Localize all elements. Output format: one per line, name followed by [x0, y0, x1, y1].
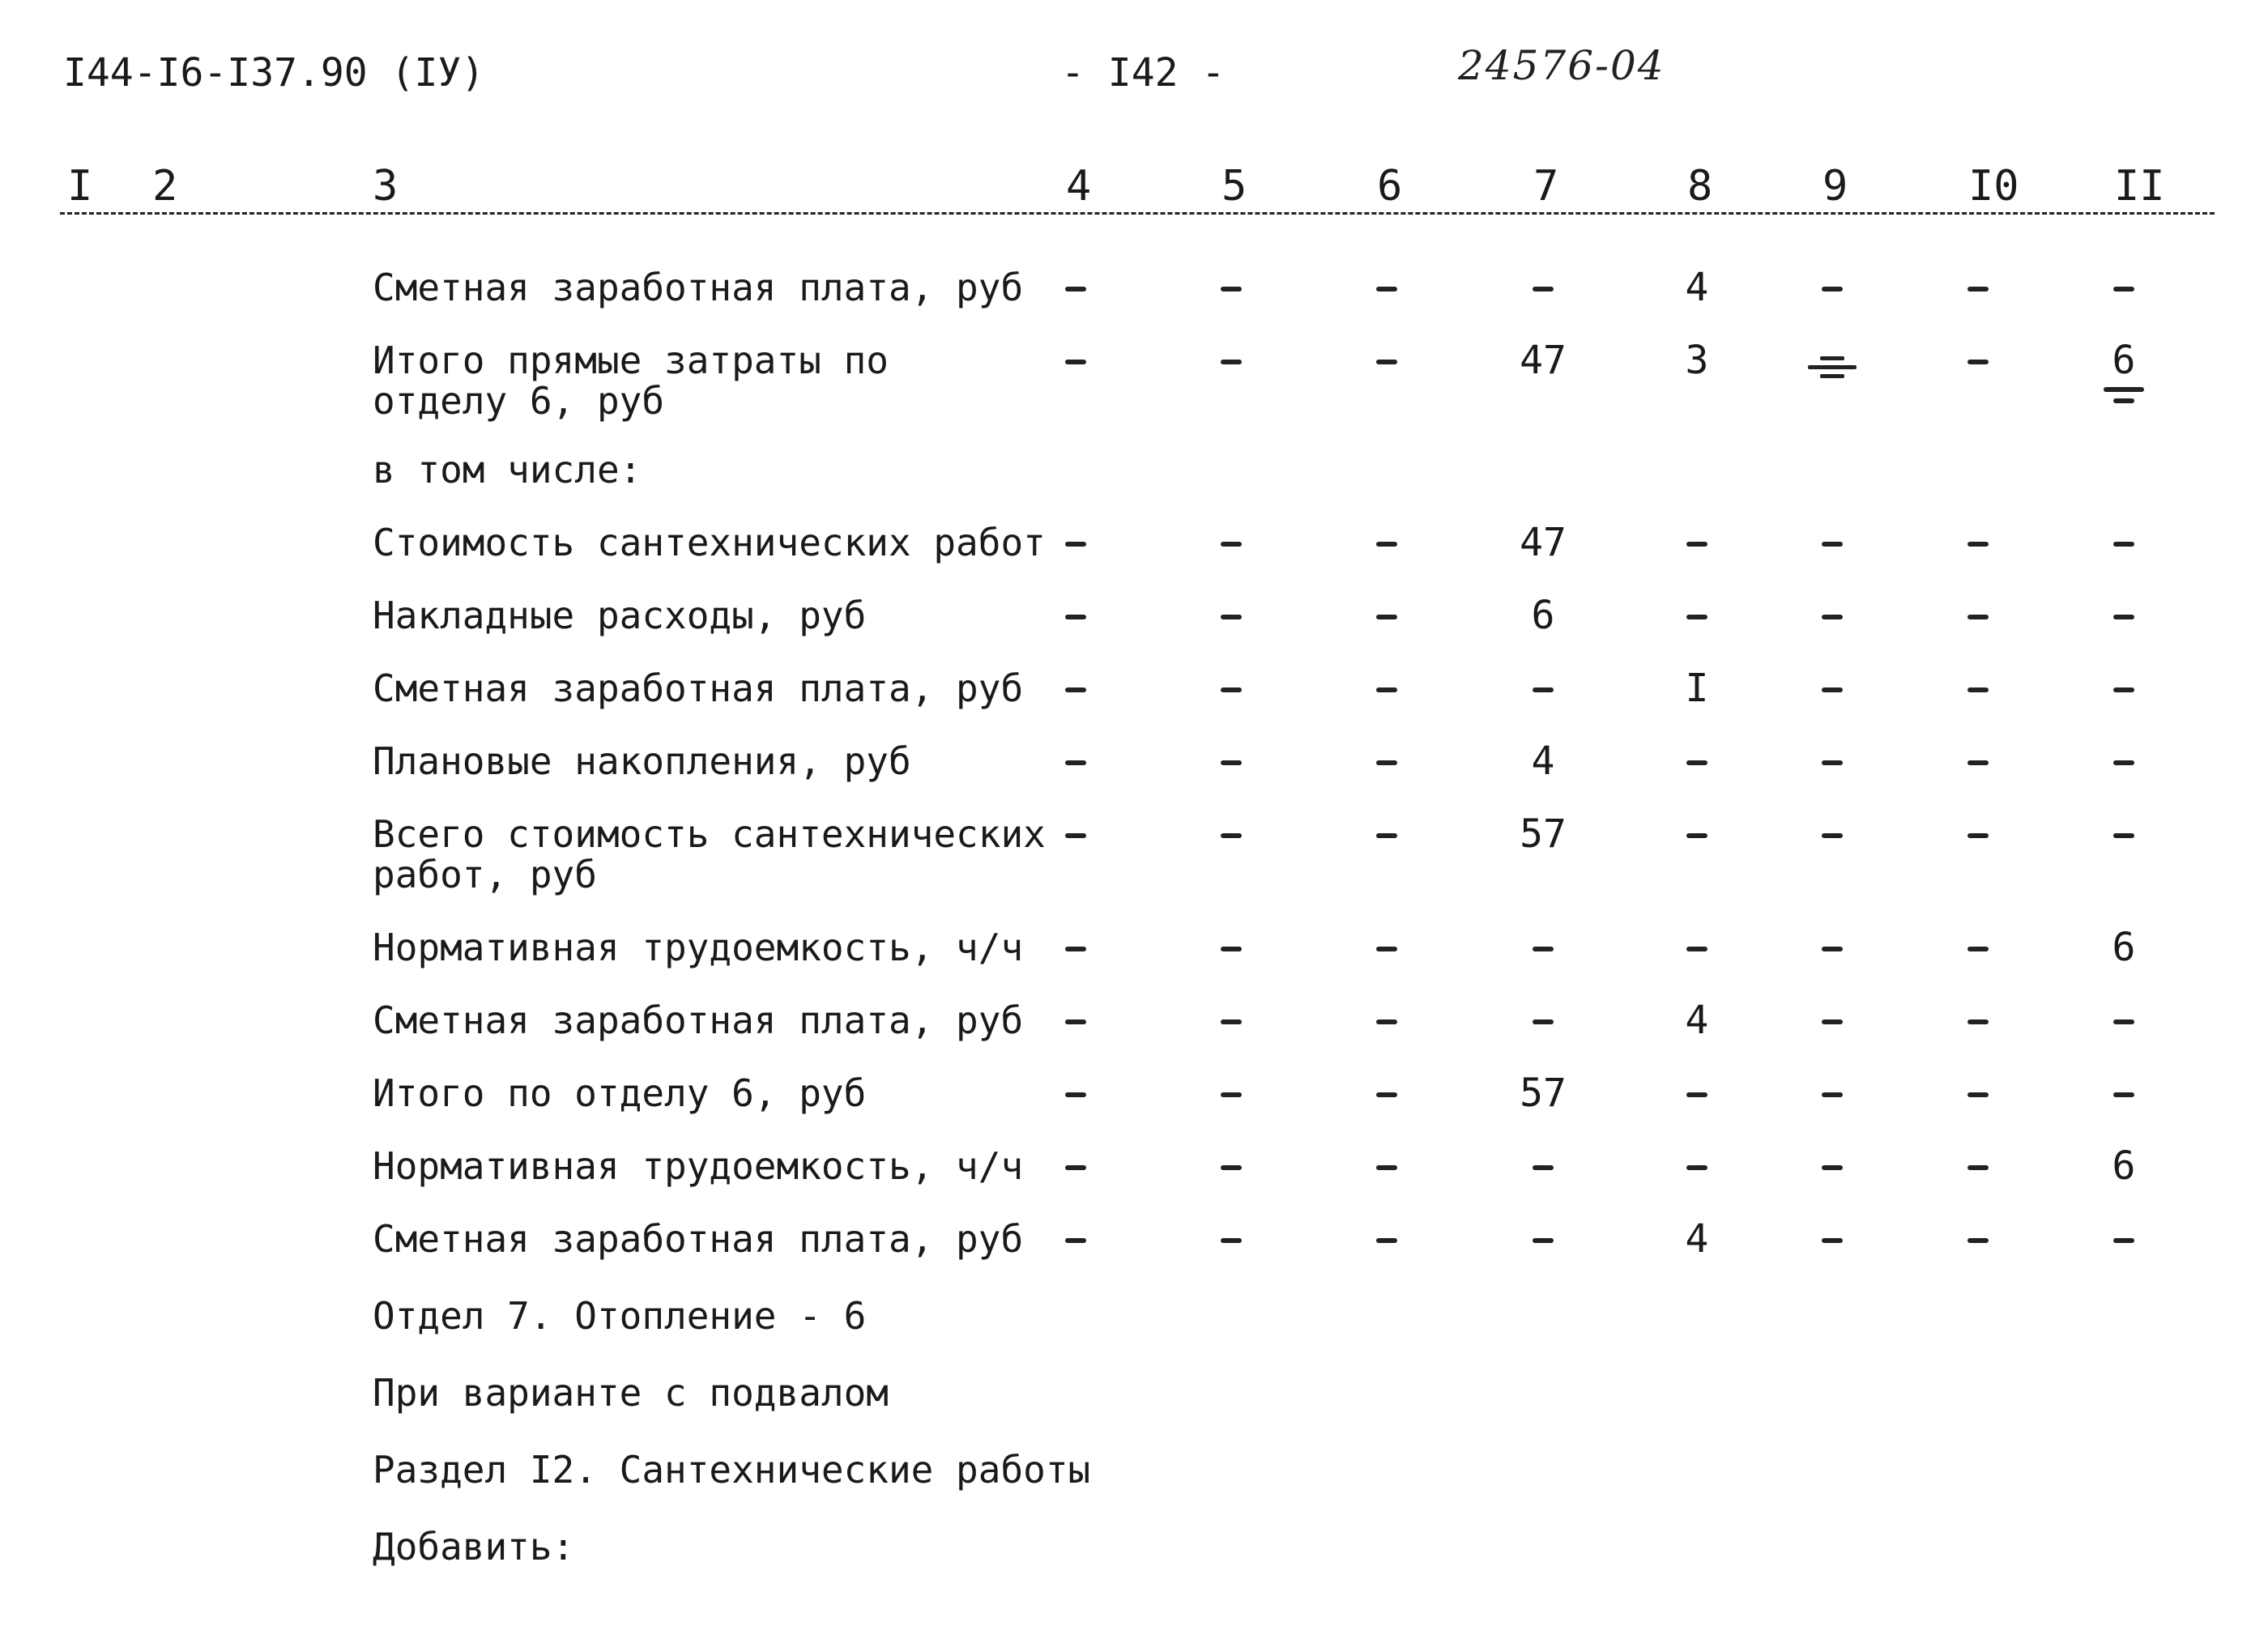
empty-value-dash: [1967, 287, 1989, 292]
empty-value-dash: [1221, 1165, 1242, 1170]
row-label: Накладные расходы, руб: [373, 594, 867, 637]
row-label: Всего стоимость сантехнических работ, руб: [373, 812, 1046, 896]
empty-value-dash: [1533, 1165, 1554, 1170]
empty-value-dash: [1533, 1238, 1554, 1243]
empty-value-dash: [1686, 1092, 1707, 1097]
empty-value-dash: [1967, 1019, 1989, 1024]
value-cell: 6: [2112, 925, 2136, 970]
table-row: [0, 522, 2268, 587]
value-cell: 47: [1520, 338, 1567, 383]
empty-value-dash: [1221, 833, 1242, 838]
empty-value-dash: [1967, 360, 1989, 364]
empty-value-dash: [1822, 833, 1843, 838]
row-label: Отдел 7. Отопление - 6: [373, 1294, 867, 1338]
row-label: Итого прямые затраты по отделу 6, руб: [373, 338, 889, 423]
row-label: Сметная заработная плата, руб: [373, 1217, 1024, 1261]
ditto-mark: [1808, 351, 1857, 383]
empty-value-dash: [1822, 687, 1843, 692]
empty-value-dash: [1221, 615, 1242, 619]
empty-value-dash: [1686, 1165, 1707, 1170]
empty-value-dash: [1533, 687, 1554, 692]
empty-value-dash: [1065, 360, 1086, 364]
table-row: [0, 1000, 2268, 1065]
row-label: Плановые накопления, руб: [373, 739, 911, 783]
value-cell: 6: [1531, 593, 1555, 638]
empty-value-dash: [1686, 542, 1707, 547]
table-row: [0, 741, 2268, 806]
row-label: Нормативная трудоемкость, ч/ч: [373, 1144, 1024, 1188]
empty-value-dash: [1065, 1165, 1086, 1170]
empty-value-dash: [1533, 947, 1554, 951]
empty-value-dash: [1376, 1092, 1397, 1097]
table-row: [0, 1143, 2268, 1211]
empty-value-dash: [1376, 360, 1397, 364]
empty-value-dash: [1065, 1019, 1086, 1024]
empty-value-dash: [2113, 615, 2134, 619]
empty-value-dash: [1686, 833, 1707, 838]
empty-value-dash: [1065, 287, 1086, 292]
empty-value-dash: [1822, 1165, 1843, 1170]
empty-value-dash: [1967, 615, 1989, 619]
row-label: При варианте с подвалом: [373, 1371, 889, 1415]
empty-value-dash: [2113, 1238, 2134, 1243]
empty-value-dash: [1221, 1238, 1242, 1243]
empty-value-dash: [1967, 833, 1989, 838]
value-cell: 3: [1685, 338, 1709, 383]
table-row: [0, 449, 2268, 514]
value-cell: 6: [2112, 1143, 2136, 1189]
table-row: [0, 1216, 2268, 1283]
table-row: [0, 267, 2268, 332]
empty-value-dash: [1376, 687, 1397, 692]
empty-value-dash: [1221, 287, 1242, 292]
empty-value-dash: [1967, 1238, 1989, 1243]
empty-value-dash: [2113, 687, 2134, 692]
empty-value-dash: [1221, 360, 1242, 364]
value-cell: 57: [1520, 1071, 1567, 1116]
table-row: [0, 1073, 2268, 1138]
empty-value-dash: [1967, 687, 1989, 692]
empty-value-dash: [1967, 760, 1989, 765]
underline-mark: [2113, 398, 2134, 403]
empty-value-dash: [1376, 615, 1397, 619]
empty-value-dash: [1065, 542, 1086, 547]
empty-value-dash: [1822, 287, 1843, 292]
empty-value-dash: [1221, 542, 1242, 547]
underline-mark: [2104, 387, 2144, 392]
column-number: 9: [1823, 162, 1848, 211]
empty-value-dash: [1376, 1238, 1397, 1243]
value-cell: 47: [1520, 520, 1567, 565]
empty-value-dash: [1376, 760, 1397, 765]
empty-value-dash: [1221, 760, 1242, 765]
row-label: Раздел I2. Сантехнические работы: [373, 1448, 1091, 1492]
empty-value-dash: [2113, 287, 2134, 292]
empty-value-dash: [1065, 1238, 1086, 1243]
column-number: 4: [1066, 162, 1092, 211]
empty-value-dash: [1533, 1019, 1554, 1024]
empty-value-dash: [1376, 542, 1397, 547]
empty-value-dash: [1376, 1019, 1397, 1024]
empty-value-dash: [1065, 615, 1086, 619]
value-cell: 4: [1685, 265, 1709, 310]
row-label: Добавить:: [373, 1525, 575, 1569]
row-label: в том числе:: [373, 448, 642, 492]
empty-value-dash: [1822, 760, 1843, 765]
column-number: 8: [1687, 162, 1713, 211]
empty-value-dash: [2113, 760, 2134, 765]
empty-value-dash: [1967, 1165, 1989, 1170]
page-number: - I42 -: [1061, 50, 1226, 96]
empty-value-dash: [1376, 1165, 1397, 1170]
empty-value-dash: [1822, 542, 1843, 547]
table-row: [0, 595, 2268, 660]
column-number: 7: [1533, 162, 1559, 211]
column-number: 3: [373, 162, 399, 211]
row-label: Сметная заработная плата, руб: [373, 998, 1024, 1042]
empty-value-dash: [1221, 1092, 1242, 1097]
empty-value-dash: [2113, 1019, 2134, 1024]
table-row: [0, 927, 2268, 992]
empty-value-dash: [2113, 1092, 2134, 1097]
empty-value-dash: [1967, 1092, 1989, 1097]
empty-value-dash: [1686, 615, 1707, 619]
column-number: 5: [1221, 162, 1247, 211]
empty-value-dash: [1376, 287, 1397, 292]
table-row: [0, 668, 2268, 733]
row-label: Нормативная трудоемкость, ч/ч: [373, 926, 1024, 969]
empty-value-dash: [1967, 542, 1989, 547]
column-number: 2: [152, 162, 178, 211]
value-cell: I: [1685, 666, 1709, 711]
value-cell: 6: [2112, 338, 2136, 383]
empty-value-dash: [1221, 947, 1242, 951]
document-code: I44-I6-I37.90 (IУ): [63, 50, 485, 96]
empty-value-dash: [1686, 760, 1707, 765]
column-number: II: [2114, 162, 2165, 211]
empty-value-dash: [1822, 1092, 1843, 1097]
empty-value-dash: [1221, 687, 1242, 692]
column-number: I: [67, 162, 93, 211]
empty-value-dash: [1533, 287, 1554, 292]
empty-value-dash: [1065, 760, 1086, 765]
row-label: Сметная заработная плата, руб: [373, 666, 1024, 710]
empty-value-dash: [1822, 1019, 1843, 1024]
empty-value-dash: [1822, 1238, 1843, 1243]
table-row: [0, 1449, 2268, 1514]
table-row: [0, 1296, 2268, 1360]
table-row: [0, 811, 2268, 896]
empty-value-dash: [1065, 1092, 1086, 1097]
row-label: Сметная заработная плата, руб: [373, 266, 1024, 309]
row-label: Стоимость сантехнических работ: [373, 521, 1046, 564]
header-rule: [60, 212, 2215, 215]
empty-value-dash: [1686, 947, 1707, 951]
column-number: 6: [1377, 162, 1403, 211]
column-number: I0: [1968, 162, 2019, 211]
row-label: Итого по отделу 6, руб: [373, 1071, 867, 1115]
table-row: [0, 1526, 2268, 1591]
empty-value-dash: [1376, 947, 1397, 951]
empty-value-dash: [1822, 947, 1843, 951]
empty-value-dash: [1822, 615, 1843, 619]
value-cell: 4: [1531, 739, 1555, 784]
empty-value-dash: [1065, 833, 1086, 838]
empty-value-dash: [1065, 947, 1086, 951]
empty-value-dash: [1967, 947, 1989, 951]
empty-value-dash: [2113, 833, 2134, 838]
empty-value-dash: [2113, 542, 2134, 547]
table-row: [0, 338, 2268, 423]
value-cell: 4: [1685, 1216, 1709, 1262]
value-cell: 4: [1685, 998, 1709, 1043]
empty-value-dash: [1376, 833, 1397, 838]
handwritten-reference: 24576-04: [1458, 42, 1665, 89]
table-row: [0, 1373, 2268, 1437]
empty-value-dash: [1065, 687, 1086, 692]
value-cell: 57: [1520, 811, 1567, 857]
empty-value-dash: [1221, 1019, 1242, 1024]
